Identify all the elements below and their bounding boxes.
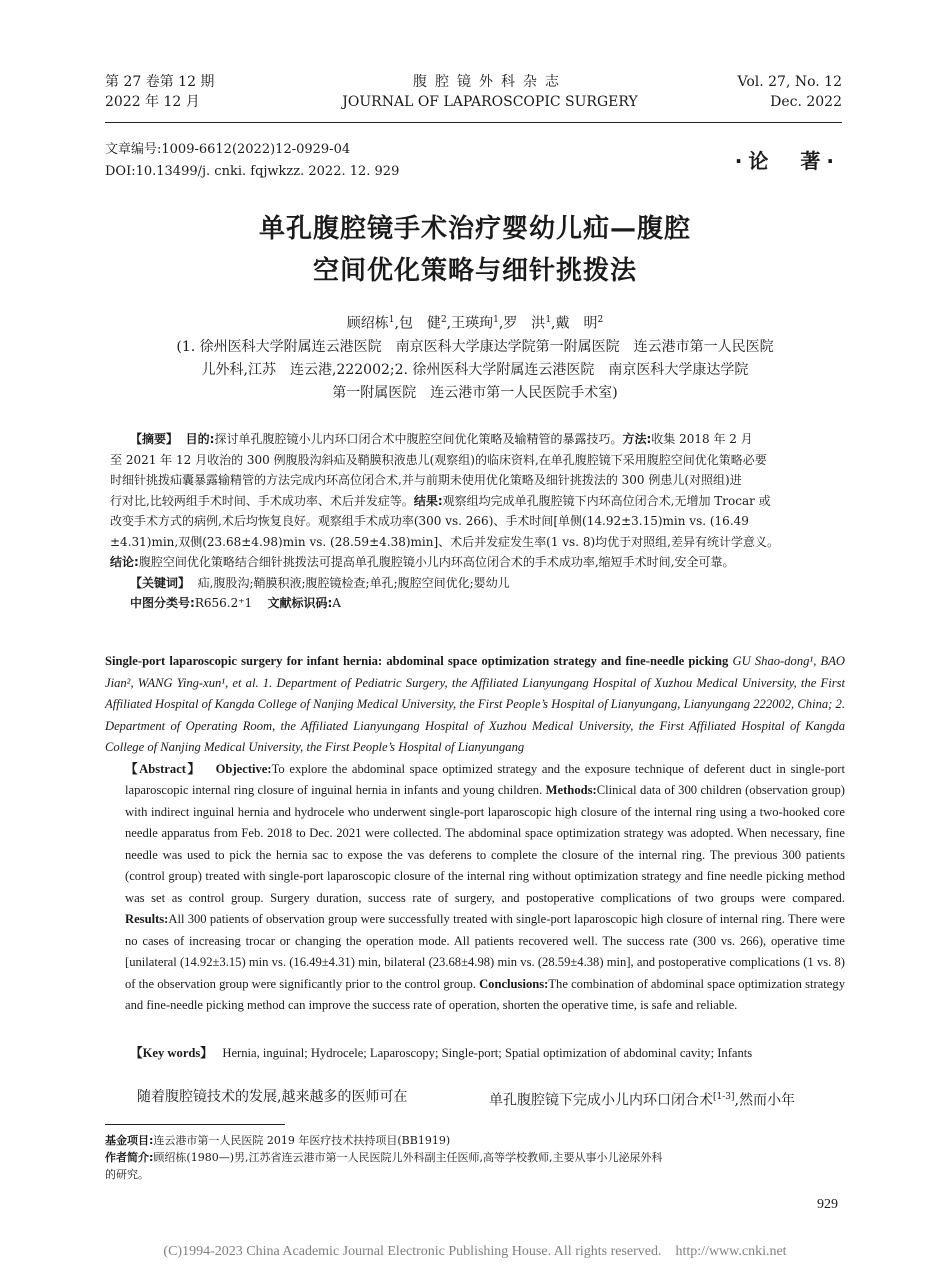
- methods-label: 方法:: [622, 432, 652, 446]
- abstract-cn-line: 时细针挑拨疝囊暴露输精管的方法完成内环高位闭合术,并与前期未使用优化策略及细针挑拨法的 300 例患儿(对照组)进: [110, 473, 742, 487]
- body-text-left: 随着腹腔镜技术的发展,越来越多的医师可在: [137, 1089, 408, 1105]
- body-text: ,然而小年: [734, 1092, 795, 1109]
- page-number: 929: [817, 1197, 838, 1212]
- author-bio-label: 作者简介:: [105, 1151, 154, 1164]
- abstract-cn-line: [110, 429, 845, 450]
- doc-code-value: A: [332, 596, 341, 610]
- abstract-cn-line: [110, 552, 845, 573]
- journal-name-cn: 腹腔镜外科杂志: [413, 74, 567, 90]
- authors-block: [110, 309, 840, 405]
- copyright-watermark: (C)1994-2023 China Academic Journal Electronic Publishing House. All rights reserved. http://www.cnki.net: [163, 1244, 787, 1259]
- author-note: [105, 1149, 845, 1166]
- abstract-cn: [110, 429, 845, 614]
- author-sup: 2: [440, 315, 447, 325]
- results-en-text: All 300 patients of observation group were successfully treated with single-port laparoscopic high closure of internal ring. There were no cases of increasing trocar or changing the operation mode. All patients recovered well. The success rate (300 vs. 266), operative time [unilateral (14.92±3.15) min vs. (16.49±4.31) min, bilateral (23.68±4.98) min vs. (28.59±4.38) min], and postoperative complications (1 vs. 8) of the observation group were significantly prior to the control group.: [125, 912, 845, 991]
- methods-text-end: 行对比,比较两组手术时间、手术成功率、术后并发症等。: [110, 493, 414, 508]
- author-name: 王瑛珣: [451, 315, 494, 332]
- objective-en-text: To explore the abdominal space optimized strategy and the exposure technique of deferent duct in single-port laparoscopic internal ring closure of inguinal hernia in infants and young children.: [125, 761, 846, 797]
- objective-en-label: Objective:: [215, 761, 272, 776]
- author-bio-text: 顾绍栋(1980—)男,江苏省连云港市第一人民医院儿外科副主任医师,高等学校教师,主要从事小儿泌尿外科: [153, 1151, 663, 1164]
- conclusions-en-text: The combination of abdominal space optimization strategy and fine-needle picking method can improve the success rate of operation, shorten the operative time, is safe and reliable.: [125, 976, 845, 1012]
- abstract-cn-line: 至 2021 年 12 月收治的 300 例腹股沟斜疝及鞘膜积液患儿(观察组)的临床资料,在单孔腹腔镜下采用腹腔空间优化策略必要: [110, 452, 767, 467]
- conclusions-en-label: Conclusions:: [479, 976, 549, 991]
- title-line-2: 空间优化策略与细针挑拨法: [312, 256, 637, 286]
- article-title: [110, 208, 840, 292]
- abstract-en-body: [105, 759, 845, 1017]
- clc-value: R656.2⁺1: [194, 596, 253, 610]
- keywords-cn: [110, 573, 845, 594]
- header-volume-cn: [105, 72, 214, 112]
- article-info: [105, 139, 399, 183]
- fund-text: 连云港市第一人民医院 2019 年医疗技术扶持项目(BB1919): [153, 1134, 451, 1147]
- body-text: 单孔腹腔镜下完成小儿内环口闭合术: [489, 1092, 713, 1109]
- abstract-en-header: [105, 651, 845, 759]
- journal-name-en: JOURNAL OF LAPAROSCOPIC SURGERY: [342, 94, 638, 110]
- fund-label: 基金项目:: [105, 1134, 154, 1147]
- methods-text: 收集 2018 年 2 月: [651, 432, 753, 446]
- fund-note: [105, 1132, 845, 1149]
- keywords-label: 【关键词】: [130, 575, 191, 590]
- classification: [110, 593, 845, 614]
- results-text: 观察组均完成单孔腹腔镜下内环高位闭合术,无增加 Trocar 或: [442, 493, 771, 508]
- author-name: 包 健: [398, 315, 441, 332]
- author-list: 顾绍栋$^1$,包 健$^2$,王瑛珣$^1$,罗 洪$^1$,戴 明$^2$: [346, 315, 604, 332]
- footnote-rule: [105, 1124, 285, 1125]
- volume-cn: 第 27 卷第 12 期: [105, 74, 215, 90]
- author-bio-text-end: 的研究。: [105, 1168, 149, 1181]
- header-volume-en: [738, 72, 843, 112]
- results-en-label: Results:: [125, 912, 169, 926]
- abstract-cn-line: [110, 491, 845, 512]
- section-tag: ·论 著·: [734, 149, 840, 173]
- date-cn: 2022 年 12 月: [105, 94, 200, 110]
- affiliation-line: 第一附属医院 连云港市第一人民医院手术室): [332, 384, 618, 401]
- conclusion-label: 结论:: [110, 555, 139, 569]
- header-rule: [105, 122, 842, 123]
- clc-label: 中图分类号:: [130, 596, 195, 610]
- abstract-cn-line: 改变手术方式的病例,术后均恢复良好。观察组手术成功率(300 vs. 266)、手术时间[单侧(14.92±3.15)min vs. (16.49: [110, 514, 749, 528]
- author-sup: 1: [493, 315, 499, 325]
- body-text-right: [489, 1086, 795, 1112]
- results-label: 结果:: [413, 493, 443, 508]
- affiliation-line: (1. 徐州医科大学附属连云港医院 南京医科大学康达学院第一附属医院 连云港市第一人民医院: [176, 338, 774, 355]
- abstract-label: 【摘要】: [130, 432, 179, 446]
- author-name: 顾绍栋: [346, 315, 389, 332]
- author-name: 罗 洪: [503, 315, 546, 332]
- affiliation-line: 儿外科,江苏 连云港,222002;2. 徐州医科大学附属连云港医院 南京医科大学康达学院: [201, 361, 749, 378]
- conclusion-text: 腹腔空间优化策略结合细针挑拨法可提高单孔腹腔镜小儿内环高位闭合术的手术成功率,缩短手术时间,安全可靠。: [138, 555, 735, 569]
- doi: DOI:10.13499/j. cnki. fqjwkzz. 2022. 12. 929: [105, 164, 400, 179]
- objective-text: 探讨单孔腹腔镜小儿内环口闭合术中腹腔空间优化策略及输精管的暴露技巧。: [214, 432, 623, 446]
- title-line-1: 单孔腹腔镜手术治疗婴幼儿疝—腹腔: [258, 214, 691, 244]
- english-title: Single-port laparoscopic surgery for infant hernia: abdominal space optimization strategy and fine-needle picking: [105, 654, 729, 668]
- methods-en-text: Clinical data of 300 children (observation group) with indirect inguinal hernia and hydrocele who underwent single-port laparoscopic high closure of the internal ring using a two-hooked core needle apparatus from Feb. 2018 to Dec. 2021 were collected. The abdominal space optimization strategy was adopted. When necessary, fine needle was used to pick the hernia sac to expose the vas deferens to complete the closure of the internal ring. The previous 300 patients (control group) treated with single-port laparoscopic closure of the internal ring without optimization strategy and fine needle picking method was set as control group. Surgery duration, success rate of surgery, and postoperative complications of two groups were compared.: [125, 783, 845, 905]
- keywords-en: [130, 1043, 752, 1063]
- header-journal: [330, 72, 650, 112]
- keywords-en-text: Hernia, inguinal; Hydrocele; Laparoscopy; Single-port; Spatial optimization of abdominal cavity; Infants: [222, 1046, 753, 1060]
- author-sup: 1: [545, 315, 552, 325]
- keywords-en-label: 【Key words】: [130, 1046, 213, 1060]
- footnote: [105, 1132, 845, 1183]
- objective-label: 目的:: [185, 432, 215, 446]
- volume-en: Vol. 27, No. 12: [737, 74, 842, 90]
- citation-ref: [1-3]: [713, 1092, 735, 1102]
- article-number: 文章编号:1009-6612(2022)12-0929-04: [105, 142, 351, 157]
- english-authors-affiliations: GU Shao-dong¹, BAO Jian², WANG Ying-xun¹, et al. 1. Department of Pediatric Surgery, the Affiliated Lianyungang Hospital of Xuzhou Medical University, the First Affiliated Hospital of Kangda College of Nanjing Medical University, the First People’s Hospital of Lianyungang, Lianyungang 222002, China; 2. Department of Operating Room, the Affiliated Lianyungang Hospital of Xuzhou Medical University, the First Affiliated Hospital of Kangda College of Nanjing Medical University, the First People’s Hospital of Lianyungang: [105, 654, 845, 754]
- keywords-text: 疝,腹股沟;鞘膜积液;腹腔镜检查;单孔;腹腔空间优化;婴幼儿: [197, 575, 510, 590]
- author-name: 戴 明: [555, 315, 598, 332]
- doc-code-label: 文献标识码:: [267, 596, 333, 610]
- author-sup: 1: [388, 315, 395, 325]
- methods-en-label: Methods:: [545, 783, 597, 797]
- date-en: Dec. 2022: [770, 94, 842, 110]
- abstract-en: [105, 651, 845, 1017]
- abstract-en-label: 【Abstract】: [125, 761, 202, 776]
- author-sup: 2: [597, 315, 604, 325]
- abstract-cn-line: ±4.31)min,双侧(23.68±4.98)min vs. (28.59±4.38)min]、术后并发症发生率(1 vs. 8)均优于对照组,差异有统计学意义。: [110, 534, 779, 549]
